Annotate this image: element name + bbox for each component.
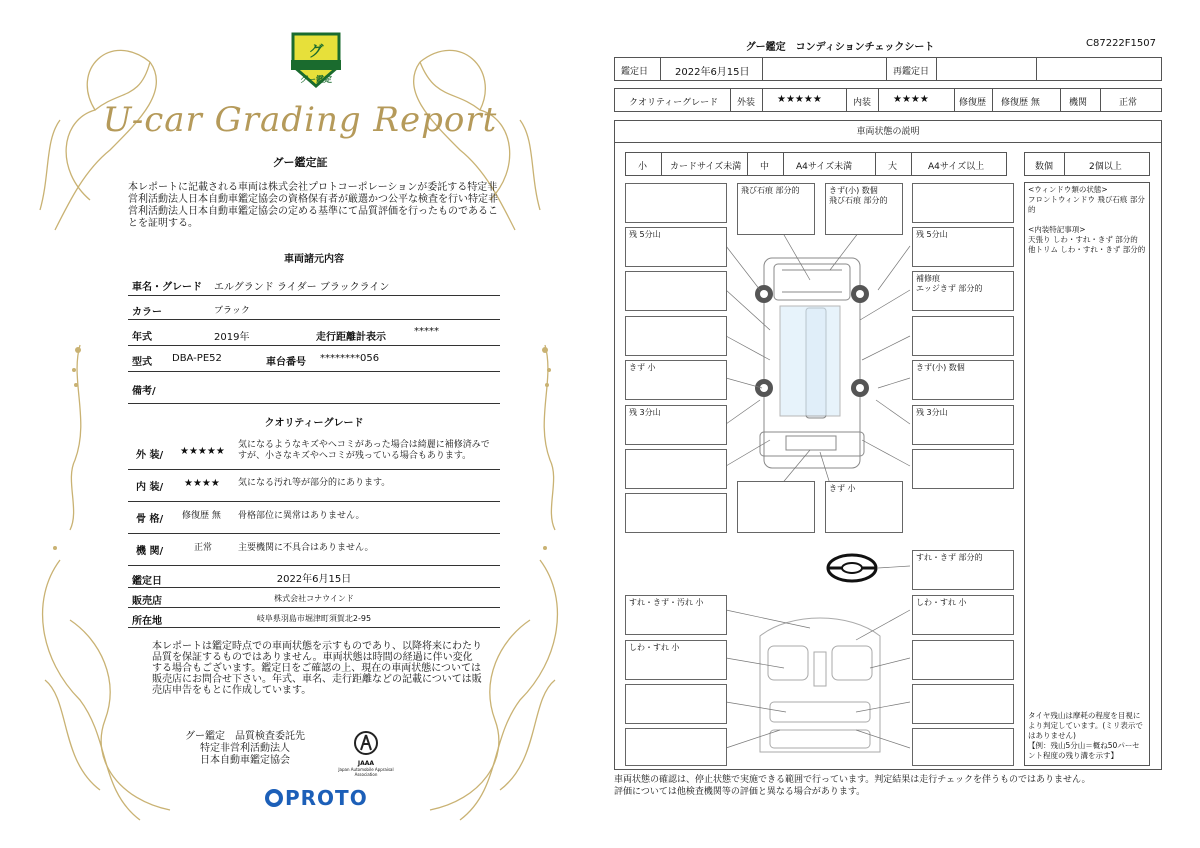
address-value: 岐阜県羽島市堀津町須賀北2-95 [256, 614, 372, 623]
panel-text: 飛び石痕 部分的 [829, 196, 888, 205]
model-label: 型式 [132, 357, 152, 368]
address-label: 所在地 [132, 616, 162, 627]
date-value: 2022年6月15日 [276, 574, 352, 585]
proto-brand-text: PROTO [285, 786, 368, 810]
tire-note [1028, 711, 1146, 761]
certificate-heading: グー鑑定証 [272, 156, 328, 169]
int-label: 内装 [853, 98, 872, 108]
size-small-desc: カードサイズ未満 [670, 162, 742, 172]
side-note-line: 他トリム しわ・すれ・きず 部分的 [1028, 245, 1146, 254]
panel-text: 残 5分山 [916, 230, 948, 239]
grade-section-title: クオリティーグレード [264, 418, 364, 429]
model-value: DBA-PE52 [172, 353, 222, 364]
sheet-date-value: 2022年6月15日 [675, 67, 750, 78]
interior-description: 気になる汚れ等が部分的にあります。 [238, 478, 391, 488]
name-label: 車名・グレード [132, 282, 202, 293]
panel-text: すれ・きず 部分的 [916, 553, 983, 562]
panel-text: きず 小 [829, 484, 856, 493]
dealer-label: 販売店 [132, 596, 162, 607]
footer-note-2: 評価については他検査機関等の評価と異なる場合があります。 [614, 787, 866, 797]
exterior-description: 気になるようなキズやヘコミがあった場合は綺麗に補修済みですが、小さなキズやヘコミが残っている場合もあります。 [238, 440, 490, 461]
jaaa-logo [336, 730, 396, 777]
signer-line: グー鑑定 品質検査委託先 [185, 731, 305, 742]
chassis-label: 車台番号 [266, 357, 306, 368]
row-appraisal-date [128, 566, 500, 588]
chassis-value: ********056 [320, 353, 380, 364]
panel-left-3 [625, 271, 727, 311]
panel-left-8 [625, 493, 727, 533]
panel-tire-left-rear [625, 405, 727, 445]
panel-text: きず 小 [629, 363, 656, 372]
panel-steering [912, 550, 1014, 590]
proto-mark-icon [265, 789, 283, 807]
size-small: 小 [638, 162, 648, 172]
size-medium: 中 [760, 162, 770, 172]
int-stars: ★★★★ [893, 94, 929, 105]
panel-interior-left-3 [625, 684, 727, 724]
sheet-code: C87222F1507 [1086, 38, 1156, 49]
sheet-title: グー鑑定 コンディションチェックシート [745, 42, 935, 53]
tire-note-line: タイヤ残山は摩耗の程度を目視により判定しています。(ミリ表示ではありません) [1028, 711, 1143, 740]
panel-tire-right-front [912, 227, 1014, 267]
panel-text: 補修痕 [916, 274, 940, 283]
side-note-line: <ウィンドウ類の状態> [1028, 185, 1108, 194]
panel-left-7 [625, 449, 727, 489]
spec-section-title: 車両諸元内容 [284, 254, 344, 265]
panel-interior-left-4 [625, 728, 727, 766]
dealer-value: 株式会社コナウインド [274, 594, 354, 603]
row-remarks [128, 372, 500, 404]
engine-label: 機関 [1069, 98, 1088, 108]
panel-right-4 [912, 316, 1014, 356]
mileage-value: ***** [414, 326, 439, 337]
certificate-intro: 本レポートに記載される車両は株式会社プロトコーポレーションが委託する特定非営利活動法人日本自動車鑑定協会の資格保有者が厳選かつ公平な検査を行い特定非営利活動法人日本自動車鑑定協会の定める基準にて品質評価を行ったものであることを証明する。 [128, 182, 498, 229]
ext-label: 外装 [737, 98, 756, 108]
year-label: 年式 [132, 332, 152, 343]
tire-note-line: 【例：残山5分山＝概ね50パーセント程度の残り溝を示す】 [1028, 741, 1140, 760]
panel-interior-right-4 [912, 728, 1014, 766]
row-year [128, 320, 500, 346]
inspection-signer [150, 731, 340, 767]
row-name-grade [128, 272, 500, 296]
side-note-line: 天張り しわ・すれ・きず 部分的 [1028, 235, 1138, 244]
panel-right-1 [912, 183, 1014, 223]
panel-right-7 [912, 449, 1014, 489]
panel-tire-left-front [625, 227, 727, 267]
row-model [128, 346, 500, 372]
signer-line: 特定非営利活動法人 [200, 743, 290, 754]
row-color [128, 296, 500, 320]
repair-label: 修復歴 [959, 98, 987, 108]
row-frame [128, 502, 500, 534]
side-note-line: フロントウィンドウ 飛び石痕 部分的 [1028, 195, 1145, 214]
frame-description: 骨格部位に異常はありません。 [238, 511, 365, 521]
panel-text: すれ・きず・汚れ 小 [629, 598, 704, 607]
panel-rear-left [737, 481, 815, 533]
panel-right-scratch [912, 360, 1014, 400]
ext-stars: ★★★★★ [777, 94, 822, 105]
row-dealer [128, 588, 500, 608]
sheet-date-label: 鑑定日 [621, 67, 649, 77]
row-address [128, 608, 500, 628]
panel-text: きず(小) 数個 [916, 363, 965, 372]
panel-left-scratch [625, 360, 727, 400]
report-script-title: U-car Grading Report [102, 100, 498, 140]
size-large-desc: A4サイズ以上 [928, 162, 985, 172]
frame-value: 修復歴 無 [182, 511, 221, 521]
engine-label: 機 関/ [136, 546, 164, 557]
panel-interior-left-2 [625, 640, 727, 680]
side-note-line: <内装特記事項> [1028, 225, 1086, 234]
name-value: エルグランド ライダー ブラックライン [214, 282, 390, 293]
panel-text: きず(小) 数個 [829, 186, 878, 195]
frame-label: 骨 格/ [136, 514, 164, 525]
panel-text: 残 3分山 [629, 408, 661, 417]
panel-text: しわ・すれ 小 [916, 598, 967, 607]
panel-front-right-top [825, 183, 903, 235]
panel-text: 飛び石痕 部分的 [741, 186, 800, 195]
svg-text:グ: グ [308, 42, 324, 60]
date-label: 鑑定日 [132, 576, 162, 587]
remarks-label: 備考/ [132, 386, 156, 397]
side-notes-box [1024, 182, 1150, 766]
interior-label: 内 装/ [136, 482, 164, 493]
panel-interior-right-1 [912, 595, 1014, 635]
count-label: 数個 [1035, 162, 1054, 172]
exterior-stars: ★★★★★ [180, 446, 225, 457]
jaaa-subtitle: Japan Automobile Appraisal Association [338, 767, 394, 777]
panel-right-repair [912, 271, 1014, 311]
panel-text: しわ・すれ 小 [629, 643, 680, 652]
interior-stars: ★★★★ [184, 478, 220, 489]
panel-text: 残 5分山 [629, 230, 661, 239]
jaaa-label: JAAA [357, 760, 375, 767]
panel-text: エッジきず 部分的 [916, 284, 983, 293]
count-desc: 2個以上 [1089, 162, 1122, 172]
certificate-notes: 本レポートは鑑定時点での車両状態を示すものであり、以降将来にわたり品質を保証するものではありません。車両状態は時間の経過に伴い変化する場合もございます。鑑定日をご確認の上、現在の車両状態については販売店にお問合せ下さい。年式、車名、走行距離などの記載については販売店申告をもとに作成しています。 [152, 641, 482, 696]
row-interior [128, 470, 500, 502]
condition-check-sheet [600, 0, 1200, 848]
engine-description: 主要機関に不具合はありません。 [238, 543, 374, 553]
row-exterior [128, 432, 500, 470]
panel-front-left-top [737, 183, 815, 235]
color-label: カラー [132, 307, 162, 318]
footer-note-1: 車両状態の確認は、停止状態で実施できる範囲で行っています。判定結果は走行チェックを伴うものではありません。 [614, 775, 1091, 785]
goo-appraisal-logo [287, 30, 345, 88]
condition-title: 車両状態の説明 [615, 121, 1161, 143]
panel-left-4 [625, 316, 727, 356]
year-value: 2019年 [214, 332, 250, 343]
panel-rear-scratch [825, 481, 903, 533]
panel-tire-right-rear [912, 405, 1014, 445]
reinspect-label: 再鑑定日 [893, 67, 930, 77]
panel-interior-right-3 [912, 684, 1014, 724]
row-engine [128, 534, 500, 566]
signer-line: 日本自動車鑑定協会 [200, 755, 290, 766]
exterior-label: 外 装/ [136, 450, 164, 461]
panel-text: 残 3分山 [916, 408, 948, 417]
engine-value: 正常 [1119, 98, 1138, 108]
panel-interior-left-1 [625, 595, 727, 635]
repair-value: 修復歴 無 [1001, 98, 1040, 108]
jaaa-emblem-icon [353, 730, 379, 756]
color-value: ブラック [214, 306, 250, 316]
svg-text:グー鑑定: グー鑑定 [300, 75, 332, 84]
engine-value: 正常 [194, 543, 213, 553]
size-medium-desc: A4サイズ未満 [796, 162, 853, 172]
panel-interior-right-2 [912, 640, 1014, 680]
proto-brand-logo [265, 786, 368, 810]
side-note-line [1028, 215, 1146, 225]
panel-left-1 [625, 183, 727, 223]
quality-label: クオリティーグレード [629, 98, 719, 108]
mileage-label: 走行距離計表示 [316, 332, 386, 343]
size-large: 大 [888, 162, 898, 172]
